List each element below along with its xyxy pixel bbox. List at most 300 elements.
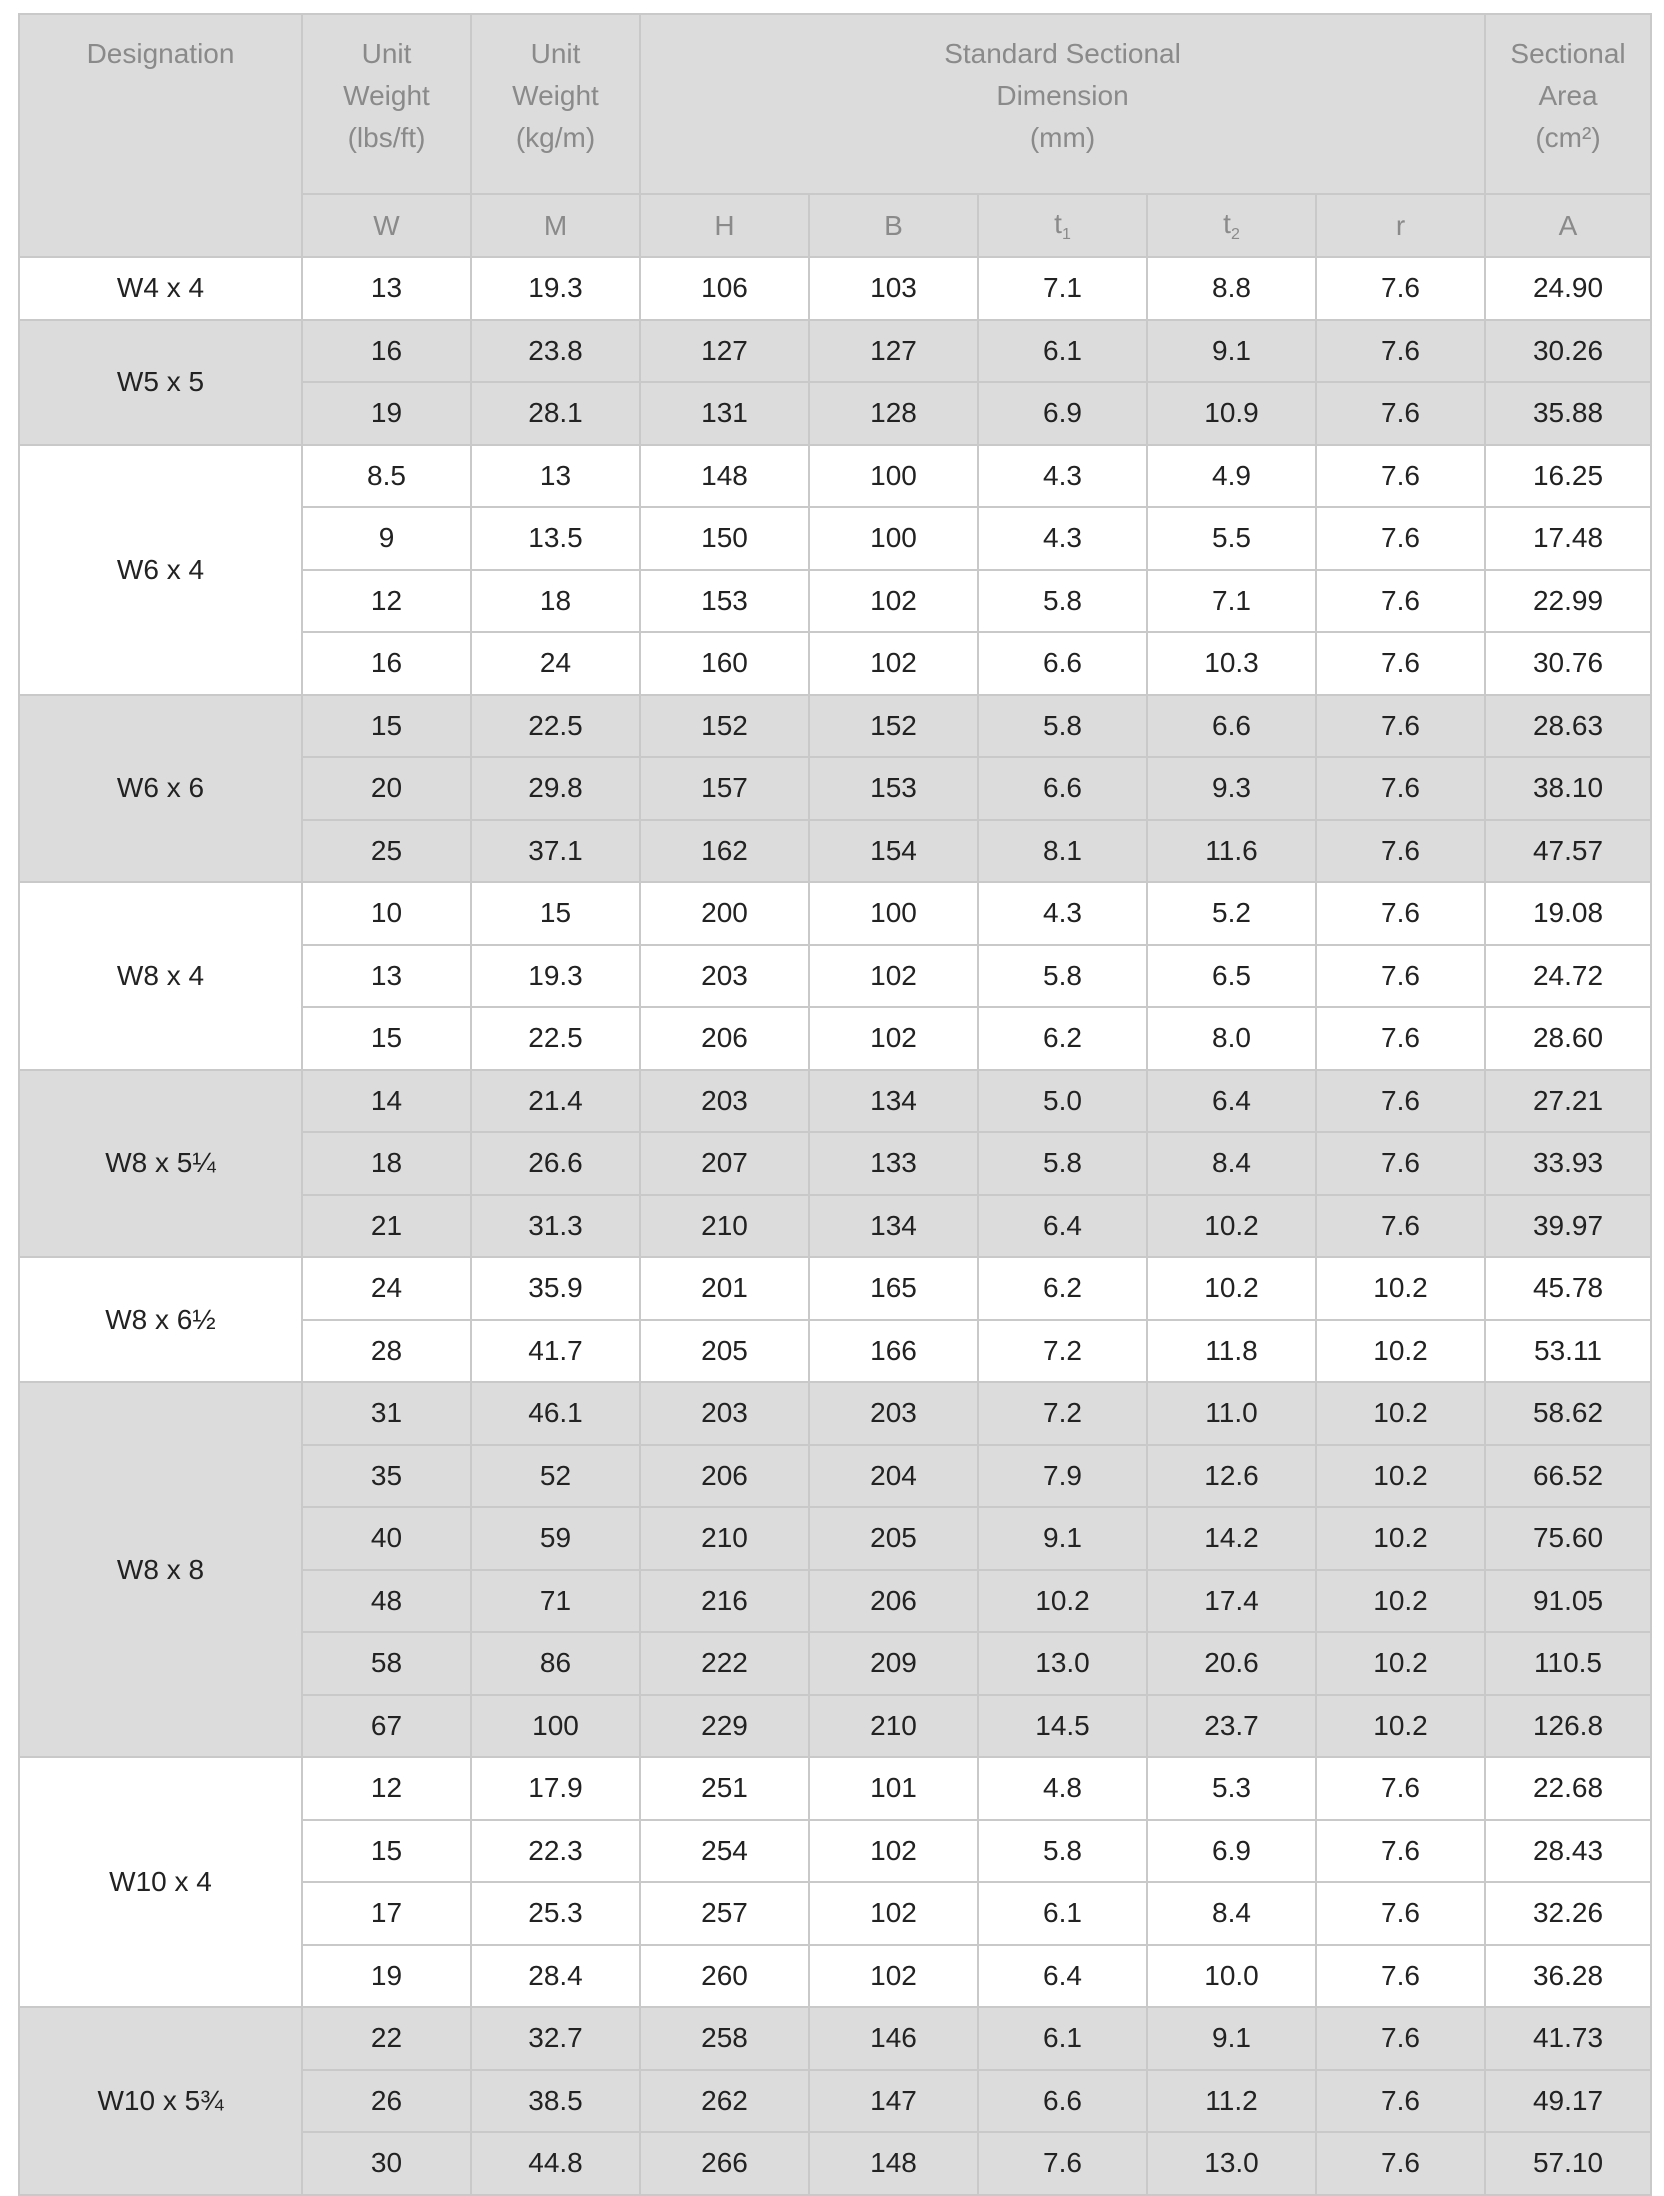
cell-r: 10.2 bbox=[1316, 1632, 1485, 1695]
cell-t1: 5.8 bbox=[978, 1132, 1147, 1195]
cell-h: 206 bbox=[640, 1007, 809, 1070]
cell-h: 201 bbox=[640, 1257, 809, 1320]
designation-cell: W4 x 4 bbox=[19, 257, 302, 320]
cell-t1: 4.8 bbox=[978, 1757, 1147, 1820]
cell-t2: 4.9 bbox=[1147, 445, 1316, 508]
cell-r: 7.6 bbox=[1316, 1820, 1485, 1883]
cell-w: 14 bbox=[302, 1070, 471, 1133]
cell-t1: 13.0 bbox=[978, 1632, 1147, 1695]
header-line: Weight bbox=[512, 80, 599, 111]
cell-b: 134 bbox=[809, 1195, 978, 1258]
cell-b: 128 bbox=[809, 382, 978, 445]
cell-m: 44.8 bbox=[471, 2132, 640, 2195]
cell-t1: 6.1 bbox=[978, 320, 1147, 383]
header-line: (mm) bbox=[1029, 122, 1096, 153]
table-body bbox=[19, 257, 1651, 2195]
cell-a: 53.11 bbox=[1485, 1320, 1651, 1383]
cell-a: 27.21 bbox=[1485, 1070, 1651, 1133]
table-row bbox=[19, 1757, 1651, 1820]
table-header bbox=[19, 14, 1651, 257]
cell-m: 13 bbox=[471, 445, 640, 508]
cell-r: 7.6 bbox=[1316, 570, 1485, 633]
cell-t1: 5.8 bbox=[978, 1820, 1147, 1883]
cell-w: 15 bbox=[302, 1007, 471, 1070]
cell-r: 7.6 bbox=[1316, 1070, 1485, 1133]
cell-m: 24 bbox=[471, 632, 640, 695]
cell-a: 38.10 bbox=[1485, 757, 1651, 820]
symbol-m: M bbox=[471, 194, 640, 257]
cell-m: 17.9 bbox=[471, 1757, 640, 1820]
cell-r: 7.6 bbox=[1316, 1007, 1485, 1070]
cell-w: 26 bbox=[302, 2070, 471, 2133]
cell-w: 58 bbox=[302, 1632, 471, 1695]
designation-cell: W8 x 5¼ bbox=[19, 1070, 302, 1258]
cell-r: 7.6 bbox=[1316, 820, 1485, 883]
cell-h: 266 bbox=[640, 2132, 809, 2195]
cell-t1: 7.2 bbox=[978, 1382, 1147, 1445]
cell-r: 7.6 bbox=[1316, 1757, 1485, 1820]
symbol-t2 bbox=[1147, 194, 1316, 257]
cell-h: 127 bbox=[640, 320, 809, 383]
cell-r: 7.6 bbox=[1316, 320, 1485, 383]
cell-r: 7.6 bbox=[1316, 757, 1485, 820]
cell-w: 10 bbox=[302, 882, 471, 945]
cell-b: 102 bbox=[809, 1882, 978, 1945]
header-line: Weight bbox=[343, 80, 430, 111]
cell-m: 25.3 bbox=[471, 1882, 640, 1945]
cell-h: 251 bbox=[640, 1757, 809, 1820]
cell-a: 30.26 bbox=[1485, 320, 1651, 383]
cell-a: 24.72 bbox=[1485, 945, 1651, 1008]
cell-r: 7.6 bbox=[1316, 257, 1485, 320]
cell-r: 7.6 bbox=[1316, 382, 1485, 445]
cell-w: 16 bbox=[302, 632, 471, 695]
cell-a: 75.60 bbox=[1485, 1507, 1651, 1570]
cell-t2: 23.7 bbox=[1147, 1695, 1316, 1758]
cell-m: 15 bbox=[471, 882, 640, 945]
cell-t2: 8.8 bbox=[1147, 257, 1316, 320]
cell-h: 262 bbox=[640, 2070, 809, 2133]
table-row bbox=[19, 1070, 1651, 1133]
cell-t1: 5.0 bbox=[978, 1070, 1147, 1133]
cell-t2: 10.2 bbox=[1147, 1195, 1316, 1258]
cell-t2: 10.9 bbox=[1147, 382, 1316, 445]
cell-t2: 9.1 bbox=[1147, 2007, 1316, 2070]
cell-t2: 13.0 bbox=[1147, 2132, 1316, 2195]
cell-w: 35 bbox=[302, 1445, 471, 1508]
cell-w: 17 bbox=[302, 1882, 471, 1945]
cell-t1: 6.6 bbox=[978, 2070, 1147, 2133]
cell-t1: 5.8 bbox=[978, 570, 1147, 633]
cell-w: 12 bbox=[302, 1757, 471, 1820]
cell-a: 58.62 bbox=[1485, 1382, 1651, 1445]
cell-r: 10.2 bbox=[1316, 1382, 1485, 1445]
cell-w: 13 bbox=[302, 945, 471, 1008]
table-row bbox=[19, 320, 1651, 383]
cell-m: 28.4 bbox=[471, 1945, 640, 2008]
cell-m: 21.4 bbox=[471, 1070, 640, 1133]
cell-w: 24 bbox=[302, 1257, 471, 1320]
symbol-b: B bbox=[809, 194, 978, 257]
cell-b: 165 bbox=[809, 1257, 978, 1320]
designation-cell: W6 x 4 bbox=[19, 445, 302, 695]
cell-h: 148 bbox=[640, 445, 809, 508]
header-row-labels bbox=[19, 14, 1651, 194]
cell-r: 10.2 bbox=[1316, 1507, 1485, 1570]
cell-h: 157 bbox=[640, 757, 809, 820]
designation-cell: W8 x 6½ bbox=[19, 1257, 302, 1382]
header-line: Sectional bbox=[1510, 38, 1626, 69]
table-row bbox=[19, 2007, 1651, 2070]
cell-h: 200 bbox=[640, 882, 809, 945]
cell-a: 39.97 bbox=[1485, 1195, 1651, 1258]
cell-t2: 10.0 bbox=[1147, 1945, 1316, 2008]
cell-w: 15 bbox=[302, 695, 471, 758]
header-line: Unit bbox=[530, 38, 581, 69]
cell-h: 254 bbox=[640, 1820, 809, 1883]
cell-t2: 11.8 bbox=[1147, 1320, 1316, 1383]
cell-b: 146 bbox=[809, 2007, 978, 2070]
cell-m: 31.3 bbox=[471, 1195, 640, 1258]
cell-w: 8.5 bbox=[302, 445, 471, 508]
cell-b: 152 bbox=[809, 695, 978, 758]
designation-cell: W10 x 4 bbox=[19, 1757, 302, 2007]
cell-b: 100 bbox=[809, 882, 978, 945]
cell-t1: 6.1 bbox=[978, 2007, 1147, 2070]
cell-m: 22.5 bbox=[471, 695, 640, 758]
cell-h: 222 bbox=[640, 1632, 809, 1695]
cell-b: 203 bbox=[809, 1382, 978, 1445]
header-line: (kg/m) bbox=[515, 122, 596, 153]
cell-t2: 20.6 bbox=[1147, 1632, 1316, 1695]
cell-t2: 7.1 bbox=[1147, 570, 1316, 633]
cell-w: 30 bbox=[302, 2132, 471, 2195]
cell-t1: 4.3 bbox=[978, 882, 1147, 945]
cell-t2: 6.6 bbox=[1147, 695, 1316, 758]
cell-a: 19.08 bbox=[1485, 882, 1651, 945]
cell-m: 100 bbox=[471, 1695, 640, 1758]
cell-t2: 10.3 bbox=[1147, 632, 1316, 695]
cell-a: 30.76 bbox=[1485, 632, 1651, 695]
cell-t1: 6.1 bbox=[978, 1882, 1147, 1945]
cell-m: 41.7 bbox=[471, 1320, 640, 1383]
cell-h: 206 bbox=[640, 1445, 809, 1508]
cell-t1: 6.2 bbox=[978, 1007, 1147, 1070]
cell-m: 71 bbox=[471, 1570, 640, 1633]
cell-w: 18 bbox=[302, 1132, 471, 1195]
cell-r: 10.2 bbox=[1316, 1445, 1485, 1508]
designation-cell: W8 x 4 bbox=[19, 882, 302, 1070]
cell-a: 126.8 bbox=[1485, 1695, 1651, 1758]
cell-m: 52 bbox=[471, 1445, 640, 1508]
cell-r: 7.6 bbox=[1316, 945, 1485, 1008]
cell-w: 28 bbox=[302, 1320, 471, 1383]
header-line: Dimension bbox=[996, 80, 1129, 111]
cell-t2: 9.3 bbox=[1147, 757, 1316, 820]
cell-r: 7.6 bbox=[1316, 1195, 1485, 1258]
cell-w: 13 bbox=[302, 257, 471, 320]
cell-a: 35.88 bbox=[1485, 382, 1651, 445]
cell-t1: 4.3 bbox=[978, 445, 1147, 508]
cell-m: 37.1 bbox=[471, 820, 640, 883]
cell-b: 103 bbox=[809, 257, 978, 320]
cell-b: 166 bbox=[809, 1320, 978, 1383]
cell-a: 28.63 bbox=[1485, 695, 1651, 758]
header-designation bbox=[19, 14, 302, 257]
cell-t1: 9.1 bbox=[978, 1507, 1147, 1570]
cell-w: 48 bbox=[302, 1570, 471, 1633]
cell-a: 32.26 bbox=[1485, 1882, 1651, 1945]
cell-m: 29.8 bbox=[471, 757, 640, 820]
cell-a: 17.48 bbox=[1485, 507, 1651, 570]
cell-h: 210 bbox=[640, 1195, 809, 1258]
table-row bbox=[19, 1257, 1651, 1320]
cell-b: 133 bbox=[809, 1132, 978, 1195]
cell-w: 12 bbox=[302, 570, 471, 633]
symbol-h: H bbox=[640, 194, 809, 257]
cell-b: 101 bbox=[809, 1757, 978, 1820]
cell-w: 16 bbox=[302, 320, 471, 383]
cell-a: 28.60 bbox=[1485, 1007, 1651, 1070]
cell-b: 102 bbox=[809, 1820, 978, 1883]
cell-a: 47.57 bbox=[1485, 820, 1651, 883]
cell-t1: 6.4 bbox=[978, 1945, 1147, 2008]
cell-m: 86 bbox=[471, 1632, 640, 1695]
cell-m: 22.5 bbox=[471, 1007, 640, 1070]
cell-t2: 6.9 bbox=[1147, 1820, 1316, 1883]
cell-t2: 10.2 bbox=[1147, 1257, 1316, 1320]
cell-t2: 11.2 bbox=[1147, 2070, 1316, 2133]
cell-a: 36.28 bbox=[1485, 1945, 1651, 2008]
cell-t1: 6.6 bbox=[978, 757, 1147, 820]
cell-w: 22 bbox=[302, 2007, 471, 2070]
cell-b: 100 bbox=[809, 445, 978, 508]
cell-m: 35.9 bbox=[471, 1257, 640, 1320]
cell-h: 150 bbox=[640, 507, 809, 570]
cell-r: 10.2 bbox=[1316, 1257, 1485, 1320]
cell-t2: 11.0 bbox=[1147, 1382, 1316, 1445]
cell-b: 134 bbox=[809, 1070, 978, 1133]
symbol-r: r bbox=[1316, 194, 1485, 257]
cell-a: 45.78 bbox=[1485, 1257, 1651, 1320]
cell-b: 102 bbox=[809, 632, 978, 695]
cell-h: 153 bbox=[640, 570, 809, 633]
cell-r: 7.6 bbox=[1316, 882, 1485, 945]
cell-t2: 9.1 bbox=[1147, 320, 1316, 383]
cell-h: 203 bbox=[640, 945, 809, 1008]
cell-h: 152 bbox=[640, 695, 809, 758]
cell-t2: 8.4 bbox=[1147, 1882, 1316, 1945]
cell-m: 32.7 bbox=[471, 2007, 640, 2070]
cell-t1: 4.3 bbox=[978, 507, 1147, 570]
cell-h: 131 bbox=[640, 382, 809, 445]
cell-t2: 6.5 bbox=[1147, 945, 1316, 1008]
cell-w: 19 bbox=[302, 382, 471, 445]
cell-r: 10.2 bbox=[1316, 1570, 1485, 1633]
cell-b: 100 bbox=[809, 507, 978, 570]
cell-h: 160 bbox=[640, 632, 809, 695]
cell-a: 33.93 bbox=[1485, 1132, 1651, 1195]
cell-a: 24.90 bbox=[1485, 257, 1651, 320]
cell-r: 10.2 bbox=[1316, 1320, 1485, 1383]
cell-t1: 7.9 bbox=[978, 1445, 1147, 1508]
cell-m: 13.5 bbox=[471, 507, 640, 570]
cell-h: 210 bbox=[640, 1507, 809, 1570]
cell-h: 260 bbox=[640, 1945, 809, 2008]
cell-r: 7.6 bbox=[1316, 1132, 1485, 1195]
cell-a: 22.68 bbox=[1485, 1757, 1651, 1820]
cell-r: 7.6 bbox=[1316, 2007, 1485, 2070]
cell-w: 15 bbox=[302, 1820, 471, 1883]
cell-r: 7.6 bbox=[1316, 1882, 1485, 1945]
cell-m: 19.3 bbox=[471, 945, 640, 1008]
cell-t2: 5.3 bbox=[1147, 1757, 1316, 1820]
cell-m: 23.8 bbox=[471, 320, 640, 383]
designation-cell: W5 x 5 bbox=[19, 320, 302, 445]
cell-m: 19.3 bbox=[471, 257, 640, 320]
cell-m: 38.5 bbox=[471, 2070, 640, 2133]
cell-r: 7.6 bbox=[1316, 507, 1485, 570]
header-unit-weight-lbs bbox=[302, 14, 471, 194]
table-row bbox=[19, 882, 1651, 945]
symbol-a: A bbox=[1485, 194, 1651, 257]
cell-h: 162 bbox=[640, 820, 809, 883]
cell-m: 22.3 bbox=[471, 1820, 640, 1883]
cell-b: 154 bbox=[809, 820, 978, 883]
symbol-t1-base: t bbox=[1054, 207, 1062, 239]
cell-b: 153 bbox=[809, 757, 978, 820]
symbol-t1 bbox=[978, 194, 1147, 257]
cell-t1: 10.2 bbox=[978, 1570, 1147, 1633]
cell-t2: 8.4 bbox=[1147, 1132, 1316, 1195]
table-row bbox=[19, 695, 1651, 758]
cell-b: 147 bbox=[809, 2070, 978, 2133]
cell-m: 46.1 bbox=[471, 1382, 640, 1445]
cell-h: 229 bbox=[640, 1695, 809, 1758]
cell-r: 10.2 bbox=[1316, 1695, 1485, 1758]
cell-a: 16.25 bbox=[1485, 445, 1651, 508]
header-standard-dimension bbox=[640, 14, 1485, 194]
cell-t2: 12.6 bbox=[1147, 1445, 1316, 1508]
header-unit-weight-kg bbox=[471, 14, 640, 194]
header-sectional-area bbox=[1485, 14, 1651, 194]
cell-a: 41.73 bbox=[1485, 2007, 1651, 2070]
symbol-t2-base: t bbox=[1223, 207, 1231, 239]
header-line: Unit bbox=[361, 38, 412, 69]
cell-t1: 5.8 bbox=[978, 945, 1147, 1008]
cell-h: 216 bbox=[640, 1570, 809, 1633]
cell-w: 19 bbox=[302, 1945, 471, 2008]
cell-w: 9 bbox=[302, 507, 471, 570]
cell-h: 258 bbox=[640, 2007, 809, 2070]
cell-a: 110.5 bbox=[1485, 1632, 1651, 1695]
cell-r: 7.6 bbox=[1316, 445, 1485, 508]
cell-b: 206 bbox=[809, 1570, 978, 1633]
cell-t1: 5.8 bbox=[978, 695, 1147, 758]
cell-b: 148 bbox=[809, 2132, 978, 2195]
cell-h: 207 bbox=[640, 1132, 809, 1195]
cell-m: 18 bbox=[471, 570, 640, 633]
cell-m: 59 bbox=[471, 1507, 640, 1570]
cell-t2: 17.4 bbox=[1147, 1570, 1316, 1633]
cell-r: 7.6 bbox=[1316, 632, 1485, 695]
header-line: (lbs/ft) bbox=[347, 122, 426, 153]
cell-b: 102 bbox=[809, 1945, 978, 2008]
cell-h: 205 bbox=[640, 1320, 809, 1383]
cell-t2: 14.2 bbox=[1147, 1507, 1316, 1570]
cell-t1: 6.6 bbox=[978, 632, 1147, 695]
cell-t1: 6.4 bbox=[978, 1195, 1147, 1258]
cell-a: 57.10 bbox=[1485, 2132, 1651, 2195]
cell-t1: 7.1 bbox=[978, 257, 1147, 320]
cell-b: 205 bbox=[809, 1507, 978, 1570]
cell-w: 40 bbox=[302, 1507, 471, 1570]
cell-b: 209 bbox=[809, 1632, 978, 1695]
cell-b: 102 bbox=[809, 570, 978, 633]
cell-r: 7.6 bbox=[1316, 2132, 1485, 2195]
section-properties-table bbox=[18, 13, 1652, 2196]
designation-cell: W10 x 5¾ bbox=[19, 2007, 302, 2195]
cell-t1: 14.5 bbox=[978, 1695, 1147, 1758]
cell-t2: 8.0 bbox=[1147, 1007, 1316, 1070]
cell-a: 91.05 bbox=[1485, 1570, 1651, 1633]
cell-b: 204 bbox=[809, 1445, 978, 1508]
cell-r: 7.6 bbox=[1316, 2070, 1485, 2133]
cell-b: 127 bbox=[809, 320, 978, 383]
cell-m: 26.6 bbox=[471, 1132, 640, 1195]
cell-b: 210 bbox=[809, 1695, 978, 1758]
cell-b: 102 bbox=[809, 1007, 978, 1070]
cell-h: 106 bbox=[640, 257, 809, 320]
cell-t2: 6.4 bbox=[1147, 1070, 1316, 1133]
table-row bbox=[19, 257, 1651, 320]
cell-h: 203 bbox=[640, 1382, 809, 1445]
cell-w: 31 bbox=[302, 1382, 471, 1445]
designation-cell: W6 x 6 bbox=[19, 695, 302, 883]
cell-t1: 6.9 bbox=[978, 382, 1147, 445]
cell-r: 7.6 bbox=[1316, 695, 1485, 758]
symbol-w: W bbox=[302, 194, 471, 257]
cell-t2: 5.5 bbox=[1147, 507, 1316, 570]
cell-h: 203 bbox=[640, 1070, 809, 1133]
designation-cell: W8 x 8 bbox=[19, 1382, 302, 1757]
cell-t1: 8.1 bbox=[978, 820, 1147, 883]
cell-w: 20 bbox=[302, 757, 471, 820]
cell-a: 22.99 bbox=[1485, 570, 1651, 633]
cell-a: 28.43 bbox=[1485, 1820, 1651, 1883]
cell-t2: 11.6 bbox=[1147, 820, 1316, 883]
cell-t1: 6.2 bbox=[978, 1257, 1147, 1320]
table-row bbox=[19, 445, 1651, 508]
cell-t1: 7.2 bbox=[978, 1320, 1147, 1383]
cell-w: 67 bbox=[302, 1695, 471, 1758]
cell-w: 21 bbox=[302, 1195, 471, 1258]
cell-t2: 5.2 bbox=[1147, 882, 1316, 945]
cell-w: 25 bbox=[302, 820, 471, 883]
cell-h: 257 bbox=[640, 1882, 809, 1945]
header-line: Area bbox=[1538, 80, 1598, 111]
symbol-t2-subscript: 2 bbox=[1230, 225, 1240, 243]
header-line: (cm²) bbox=[1535, 122, 1601, 153]
cell-r: 7.6 bbox=[1316, 1945, 1485, 2008]
cell-b: 102 bbox=[809, 945, 978, 1008]
cell-t1: 7.6 bbox=[978, 2132, 1147, 2195]
header-line: Standard Sectional bbox=[944, 38, 1181, 69]
header-designation-label: Designation bbox=[86, 38, 235, 69]
cell-a: 49.17 bbox=[1485, 2070, 1651, 2133]
cell-m: 28.1 bbox=[471, 382, 640, 445]
table-row bbox=[19, 1382, 1651, 1445]
